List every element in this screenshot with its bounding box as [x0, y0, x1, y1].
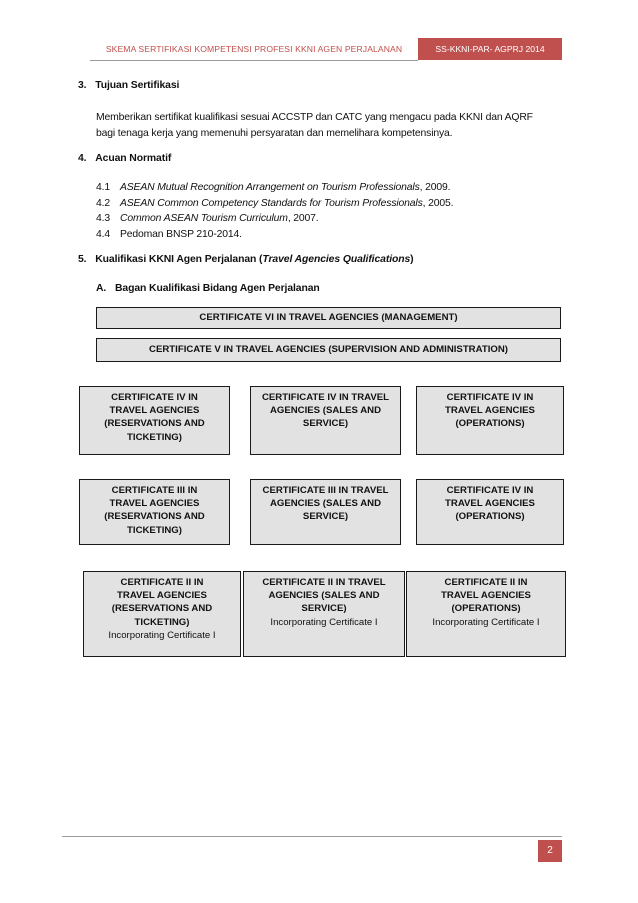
section-5-heading	[78, 254, 414, 265]
reference-item	[96, 180, 566, 196]
subsection-a-title: Bagan Kualifikasi Bidang Agen Perjalanan	[115, 283, 320, 294]
section-5-title-italic: Qualifications	[342, 254, 411, 265]
header-title: SKEMA SERTIFIKASI KOMPETENSI PROFESI KKNI AGEN PERJALANAN	[90, 38, 418, 61]
reference-year: , 2005.	[422, 197, 454, 209]
section-3-body	[96, 110, 566, 141]
section-5-number: 5.	[78, 254, 87, 265]
certificate-ii-sales-box	[243, 571, 405, 657]
reference-title: Common ASEAN Tourism Curriculum	[120, 213, 288, 224]
certificate-v-box: CERTIFICATE V IN TRAVEL AGENCIES (SUPERVISION AND ADMINISTRATION)	[96, 338, 561, 362]
section-3-number: 3.	[78, 80, 87, 91]
page-number: 2	[538, 840, 562, 862]
section-3-heading	[78, 80, 179, 91]
certificate-ii-reservations-box	[83, 571, 241, 657]
section-4-heading	[78, 153, 171, 164]
section-3-line: Memberikan sertifikat kualifikasi sesuai ACCSTP dan CATC yang mengacu pada KKNI dan AQRF	[96, 112, 533, 123]
header-code: SS-KKNI-PAR- AGPRJ 2014	[418, 38, 562, 60]
certificate-title: CERTIFICATE III IN TRAVEL AGENCIES (SALES AND SERVICE)	[262, 485, 389, 523]
reference-item	[96, 196, 566, 212]
certificate-iii-sales-box	[250, 479, 401, 545]
section-5-title	[95, 254, 413, 265]
certificate-iii-reservations-box	[79, 479, 230, 545]
reference-title: ASEAN Common Competency Standards for Tourism Professionals	[120, 197, 423, 209]
footer-divider	[62, 836, 562, 837]
reference-number: 4.2	[96, 197, 110, 209]
certificate-title: CERTIFICATE IV IN TRAVEL AGENCIES (SALES AND SERVICE)	[261, 392, 390, 430]
certificate-title: CERTIFICATE II IN TRAVEL AGENCIES (RESERVATIONS AND TICKETING)	[111, 577, 213, 628]
certificate-note: Incorporating Certificate I	[270, 616, 378, 628]
certificate-iv-reservations-box	[79, 386, 230, 455]
reference-number: 4.4	[96, 228, 110, 240]
certificate-title: CERTIFICATE IV IN TRAVEL AGENCIES (OPERATIONS)	[445, 485, 535, 523]
subsection-a-heading	[96, 283, 320, 294]
certificate-note: Incorporating Certificate I	[432, 616, 540, 628]
section-4-list	[96, 180, 566, 242]
certificate-vi-box: CERTIFICATE VI IN TRAVEL AGENCIES (MANAGEMENT)	[96, 307, 561, 329]
reference-title: ASEAN Mutual Recognition Arrangement on Tourism Professionals	[120, 182, 420, 193]
reference-item	[96, 227, 566, 243]
subsection-a-letter: A.	[96, 283, 107, 294]
section-4-number: 4.	[78, 153, 87, 164]
section-5-title-text: Kualifikasi KKNI Agen Perjalanan (	[95, 254, 263, 265]
certificate-iv-operations-box	[416, 386, 564, 455]
reference-item	[96, 211, 566, 227]
reference-year: , 2007.	[287, 213, 319, 224]
certificate-title: CERTIFICATE IV IN TRAVEL AGENCIES (OPERATIONS)	[445, 392, 535, 430]
section-5-title-close: )	[410, 254, 414, 265]
certificate-ii-operations-box	[406, 571, 566, 657]
certificate-title: CERTIFICATE II IN TRAVEL AGENCIES (OPERATIONS)	[441, 577, 531, 615]
reference-title: Pedoman BNSP 210-2014.	[120, 228, 242, 240]
section-3-line: bagi tenaga kerja yang memenuhi persyaratan dan memelihara kompetensinya.	[96, 127, 453, 139]
certificate-iii-operations-box	[416, 479, 564, 545]
certificate-note: Incorporating Certificate I	[108, 629, 216, 641]
section-3-title: Tujuan Sertifikasi	[95, 80, 180, 91]
certificate-title: CERTIFICATE II IN TRAVEL AGENCIES (SALES AND SERVICE)	[262, 577, 386, 615]
reference-number: 4.1	[96, 182, 110, 193]
reference-number: 4.3	[96, 213, 110, 224]
certificate-title: CERTIFICATE III IN TRAVEL AGENCIES (RESERVATIONS AND TICKETING)	[104, 485, 205, 536]
certificate-iv-sales-box	[250, 386, 401, 455]
section-5-title-italic: Travel Agencies	[262, 254, 341, 265]
reference-year: , 2009.	[419, 182, 451, 193]
certificate-title: CERTIFICATE IV IN TRAVEL AGENCIES (RESERVATIONS AND TICKETING)	[104, 392, 205, 443]
section-4-title: Acuan Normatif	[95, 153, 172, 164]
